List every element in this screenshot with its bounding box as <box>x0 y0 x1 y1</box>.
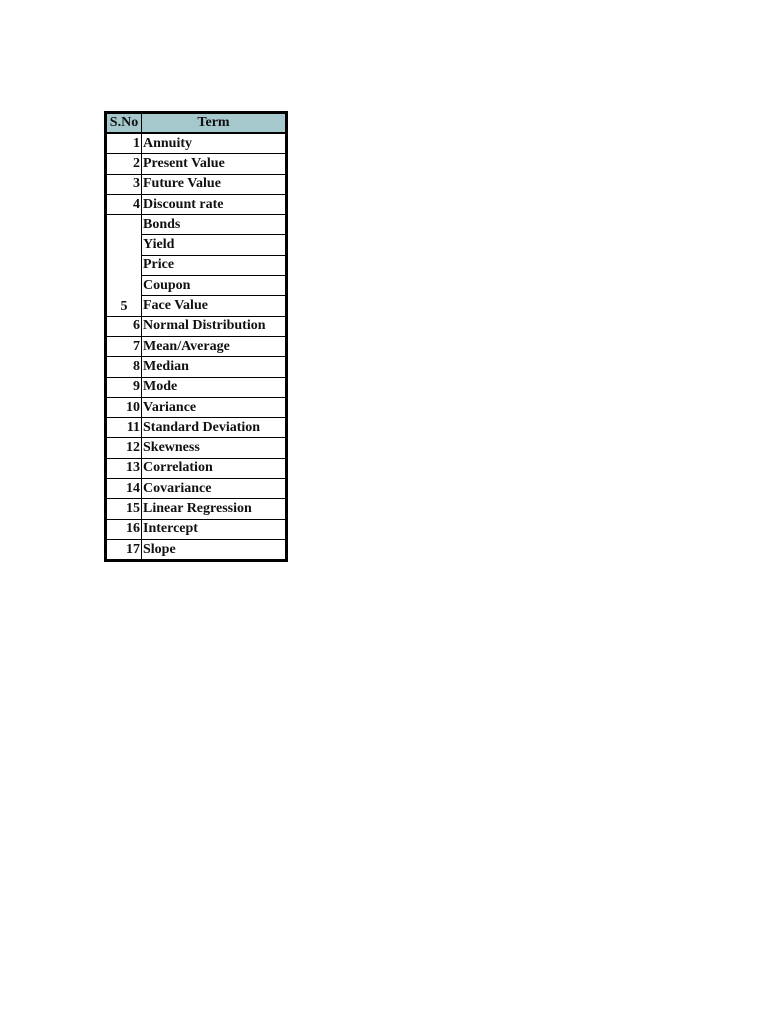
term-cell: Bonds <box>142 215 287 235</box>
header-row <box>106 113 287 134</box>
term-cell: Coupon <box>142 276 287 296</box>
term-cell: Mode <box>142 377 287 397</box>
row-number: 10 <box>106 397 142 417</box>
row-number: 6 <box>106 316 142 336</box>
table-row <box>106 336 287 356</box>
row-number: 7 <box>106 336 142 356</box>
row-number-merged: 5 <box>106 215 142 316</box>
table-row <box>106 316 287 336</box>
table-row <box>106 458 287 478</box>
term-cell: Skewness <box>142 438 287 458</box>
table-row <box>106 194 287 214</box>
term-cell: Future Value <box>142 174 287 194</box>
table-row <box>106 357 287 377</box>
term-cell: Yield <box>142 235 287 255</box>
term-cell: Present Value <box>142 154 287 174</box>
table-row <box>106 479 287 499</box>
row-number: 17 <box>106 539 142 560</box>
table-row <box>106 377 287 397</box>
table-row <box>106 519 287 539</box>
term-cell: Mean/Average <box>142 336 287 356</box>
term-cell: Slope <box>142 539 287 560</box>
table-row <box>106 133 287 154</box>
row-number: 11 <box>106 418 142 438</box>
row-number: 15 <box>106 499 142 519</box>
row-number: 14 <box>106 479 142 499</box>
term-cell: Normal Distribution <box>142 316 287 336</box>
row-number: 8 <box>106 357 142 377</box>
term-header: Term <box>142 113 287 134</box>
term-cell: Variance <box>142 397 287 417</box>
table-row <box>106 174 287 194</box>
row-number: 16 <box>106 519 142 539</box>
term-cell: Covariance <box>142 479 287 499</box>
term-cell: Face Value <box>142 296 287 316</box>
sno-header: S.No <box>106 113 142 134</box>
term-cell: Price <box>142 255 287 275</box>
row-number: 3 <box>106 174 142 194</box>
row-number: 12 <box>106 438 142 458</box>
table-row <box>106 438 287 458</box>
table-row <box>106 418 287 438</box>
terms-table <box>104 111 288 562</box>
term-cell: Correlation <box>142 458 287 478</box>
table-row <box>106 397 287 417</box>
table-row <box>106 499 287 519</box>
term-cell: Intercept <box>142 519 287 539</box>
terms-table-body <box>106 133 287 561</box>
term-cell: Median <box>142 357 287 377</box>
table-row <box>106 215 287 235</box>
table-row <box>106 154 287 174</box>
term-cell: Linear Regression <box>142 499 287 519</box>
term-cell: Annuity <box>142 133 287 154</box>
term-cell: Standard Deviation <box>142 418 287 438</box>
table-row <box>106 539 287 560</box>
row-number: 1 <box>106 133 142 154</box>
term-cell: Discount rate <box>142 194 287 214</box>
row-number: 2 <box>106 154 142 174</box>
row-number: 4 <box>106 194 142 214</box>
row-number: 9 <box>106 377 142 397</box>
row-number: 13 <box>106 458 142 478</box>
